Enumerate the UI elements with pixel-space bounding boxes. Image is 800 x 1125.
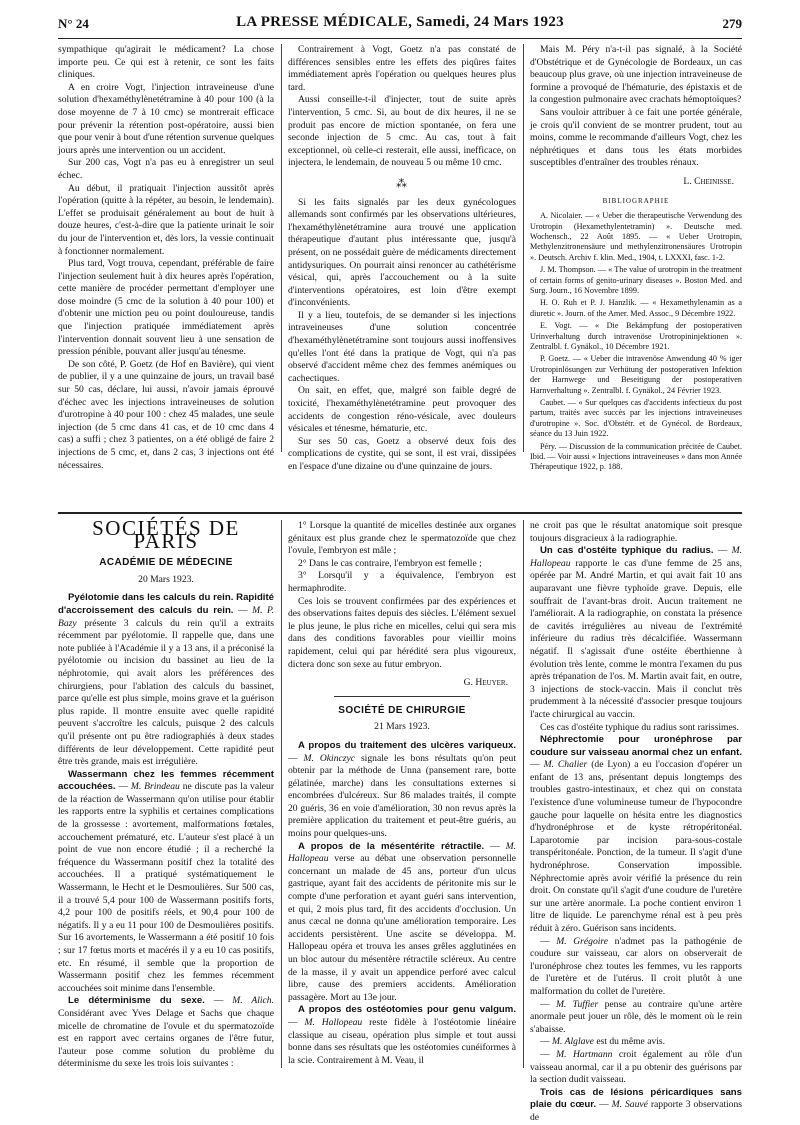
- subheading: A propos des ostéotomies pour genu valgum.: [298, 1004, 516, 1016]
- text: verse au débat une observation personnelle concernant un malade de 45 ans, porteur d'un ulcus gastrique, ayant fait des accidents de péritonite mis sur le compte d'une perforation et ayant guéri sans intervention, et qui, 2 mois plus tard, fit des accidents d'occlusion. Un anus cæcal ne donna qu'une amélioration temporaire. Les accidents persistèrent. Une ascite se développa. M. Hallopeau opéra et trouva les anses grêles agglutinées en un bloc autour du mésentère rétractile scléreux. Au centre de la masse, il y avait un appendice perforé avec calcul libre, cause des premiers accidents. Amélioration passagère. Mort au 13e jour.: [288, 853, 516, 1003]
- session-date: 20 Mars 1923.: [138, 573, 194, 585]
- paragraph: Wassermann chez les femmes récemment accouchées. — M. Brindeau ne discute pas la valeur de la réaction de Wassermann qu'on utilise pour établir les rapports entre la syphilis et certaines complications de la grossesse : avortement, malformations fœtales, accouchement prématuré, etc. L'auteur s'est placé à un point de vue non encore étudié ; il a recherché la fréquence du Wassermann positif chez la totalité des accouchées. Il a pratiqué systématiquement le Wassermann, le Hecht et le Desmoulières. Sur 500 cas, il a trouvé 5,4 pour 100 de Wassermann positifs forts, 4,2 pour 100 de positifs réels, et 90,4 pour 100 de négatifs. Il y a eu 11 pour 100 de Desmoulières positifs. Sur 16 avortements, le Wassermann a été positif 10 fois ; sur 17 fœtus morts et macérés il y a eu 10 cas positifs, etc. En résumé, il semble que la proportion de Wassermann positif chez les femmes récemment accouchées soit minime dans l'ensemble.: [58, 768, 275, 994]
- text: (de Lyon) a eu l'occasion d'opérer un enfant de 13 ans, présentant depuis longtemps des troubles gastro-intestinaux, et chez qui on constata l'existence d'une volumineuse tumeur de l'hypocondre gauche pour laquelle on hésita entre les diagnostics d'hydronéphrose et de kyste rétropéritonéal. Laparotomie par incision para-sous-costale transpéritonéale. Ponction, de la tumeur. Il s'agit d'une hydronéphrose. Conservation impossible. Néphrectomie après avoir vérifié la présence du rein droit. On constate qu'il s'agit d'une coudure de l'uretère sur une artère anormale. La poche contient environ 1 litre de liquide. Le parenchyme rénal est à peu près réduit à zéro. Guérison sans incidents.: [530, 759, 743, 934]
- paragraph: sympathique qu'agirait le médicament? La chose importe peu. Ce qui est à retenir, ce sont les faits cliniques.: [58, 44, 274, 81]
- paragraph: Trois cas de lésions péricardiques sans plaie du cœur. — M. Sauvé rapporte 3 observations de: [530, 1086, 742, 1123]
- page-header: [58, 14, 742, 36]
- bibliography-entry: E. Vogt. — « Die Bekämpfung der postoperativen Urinverhaltung durch intravenöse Urotropininjektionen ». Zentralbl. f. Gynäkol., 10 Décembre 1921.: [530, 321, 742, 351]
- bibliography-entry: H. O. Ruh et P. J. Hanzlik. — « Hexamethylenamin as a diuretic ». Journ. of the Amer. Med. Assoc., 9 Décembre 1922.: [530, 298, 742, 318]
- text: pense au contraire qu'une artère anormale peut jouer un rôle, dès le moment où le rein s'abaisse.: [530, 998, 742, 1035]
- column-rule: [523, 44, 524, 452]
- bibliography-entry: P. Goetz. — « Ueber die intravenöse Anwendung 40 % iger Urotropinlösungen zur Verhütung der postoperativen Infektion der Harnwege und Beseitigung der postoperativen Harnverhaltung ». Zentralbl. f. Gynäkol., 24 Février 1923.: [530, 354, 742, 395]
- paragraph: Mais M. Péry n'a-t-il pas signalé, à la Société d'Obstétrique et de Gynécologie de Bordeaux, un cas beaucoup plus grave, où une injection intraveineuse de formine a provoqué de l'hématurie, des épistaxis et de la congestion pulmonaire avec crachats hémoptoïques?: [530, 44, 742, 106]
- author-signature: G. Heuyer.: [463, 677, 508, 689]
- paragraph: Plus tard, Vogt trouva, cependant, préférable de faire l'injection seulement huit à dix heures après l'opération, cette manière de procéder permettant d'employer une dose moindre (5 cmc de la solution à 40 pour 100) et d'obtenir une miction peu ou point douloureuse, tandis que l'injection pratiquée immédiatement après l'intervention donnait souvent lieu à une sensation de pression pénible, pouvant aller jusqu'au ténesme.: [58, 258, 274, 358]
- paragraph: A propos de la mésentérite rétractile. — M. Hallopeau verse au débat une observation personnelle concernant un malade de 45 ans, porteur d'un ulcus gastrique, ayant fait des accidents de péritonite mis sur le compte d'une perforation et ayant guéri sans intervention, et qui, 2 mois plus tard, fit des accidents d'occlusion. Un anus cæcal ne donna qu'une amélioration temporaire. Les accidents persistèrent. Une ascite se développa. M. Hallopeau opéra et trouva les anses grêles agglutinées en un bloc autour du mésentère rétractile scléreux. Au centre de la masse, il y avait un appendice perforé avec calcul libre, cause des premiers accidents. Amélioration passagère. Mort au 13e jour.: [288, 840, 516, 1003]
- speaker: M. Okinczyc: [303, 752, 356, 764]
- paragraph: Il y a lieu, toutefois, de se demander si les injections intraveineuses d'une solution concentrée d'hexaméthylènetétramine sont toujours aussi inoffensives qu'elles l'ont été dans la pratique de Vogt, qui n'a pas observé d'accident même chez des femmes anémiques ou cachectiques.: [288, 309, 516, 384]
- text: Considérant avec Yves Delage et Sachs que chaque micelle de chromatine de l'ovule et du spermatozoïde est en rapport avec certains organes de l'être futur, l'auteur pose comme solution du problème du déterminisme du sexe les trois lois suivantes :: [58, 1007, 274, 1070]
- text: ne discute pas la valeur de la réaction de Wassermann qu'on utilise pour établir les rapports entre la syphilis et certaines complications de la grossesse : avortement, malformations fœtales, accouchement prématuré, etc. L'auteur s'est placé à un point de vue non encore étudié ; il a recherché la fréquence du Wassermann positif chez la totalité des accouchées. Il a pratiqué systématiquement le Wassermann, le Hecht et le Desmoulières. Sur 500 cas, il a trouvé 5,4 pour 100 de Wassermann positifs forts, 4,2 pour 100 de positifs réels, et 90,4 pour 100 de négatifs. Il y a eu 11 pour 100 de Desmoulières positifs. Sur 16 avortements, le Wassermann a été positif 10 fois ; sur 17 fœtus morts et macérés il y a eu 10 cas positifs, etc. En résumé, il semble que la proportion de Wassermann positif chez les femmes récemment accouchées soit minime dans l'ensemble.: [58, 781, 275, 994]
- column-rule: [281, 44, 282, 452]
- paragraph: Contrairement à Vogt, Goetz n'a pas constaté de différences sensibles entre les effets des piqûres faites immédiatement après l'opération ou quelques heures plus tard.: [288, 44, 516, 93]
- speaker: M. Hallopeau: [530, 545, 743, 569]
- speaker: M. Hartmann: [556, 1048, 613, 1060]
- section-divider: [58, 512, 742, 514]
- session-date: 21 Mars 1923.: [374, 721, 430, 733]
- paragraph: De son côté, P. Goetz (de Hof en Bavière), qui vient de publier, il y a une quinzaine de jours, un travail basé sur 50 cas, déclare, lui aussi, n'avoir jamais éprouvé d'échec avec les injections intraveineuses de solution d'urotropine à 40 pour 100 : chez 45 malades, une seule injection (de 5 cmc dans 41 cas, et de 10 cmc dans 4 cas) a suffi ; chez 3 patientes, on a été obligé de faire 2 injections de 5 cmc, et, dans 2 cas, 3 injections ont été nécessaires.: [58, 358, 274, 471]
- page-number: 279: [722, 16, 742, 31]
- paragraph: Si les faits signalés par les deux gynécologues allemands sont confirmés par les observations ultérieures, l'hexaméthylènetétramine aura trouvé une application thérapeutique d'autant plus intéressante que, jusqu'à présent, on ne possédait guère de médicaments directement antidysuriques. On pourrait ainsi renoncer au cathétérisme vésical, qui, après l'accouchement ou à la suite d'interventions opératoires, est loin d'être exempt d'inconvénients.: [288, 196, 516, 309]
- speaker: M. Brindeau: [130, 781, 180, 793]
- chirurgie-heading: SOCIÉTÉ DE CHIRURGIE: [338, 704, 466, 716]
- text: est du même avis.: [596, 1036, 666, 1048]
- paragraph: — M. Tuffier pense au contraire qu'une artère anormale peut jouer un rôle, dès le moment où le rein s'abaisse.: [530, 998, 742, 1035]
- paragraph: Pyélotomie dans les calculs du rein. Rapidité d'accroissement des calculs du rein. — M. P. Bazy présente 3 calculs du rein qu'il a extraits récemment par pyélotomie. Il rappelle que, dans une note publiée à l'Académie il y a 13 ans, il a préconisé la pyélotomie ou incision du bassinet au lieu de la néphrotomie, qui avait alors les préférences des chirurgiens, pour l'ablation des calculs du bassinet, parce qu'elle est plus simple, moins grave et la guérison plus rapide. Il montre ensuite avec quelle rapidité peuvent s'accroître les calculs, puisque 2 des calculs qu'il présente ont pu être radiographiés à deux stades différents de leur développement. Cette rapidité peut être très grande, mais est irrégulière.: [58, 592, 275, 768]
- paragraph: A propos du traitement des ulcères variqueux. — M. Okinczyc signale les bons résultats qu'on peut obtenir par la méthode de Unna (pansement rare, botte gélatinée, marche) dans les consultations externes si encombrées d'ulcéreux. Sur 86 malades traités, il compte 20 guéris, 36 en voie d'amélioration, 30 non revus après la première application du traitement et peut-être guéris, au moins pour quelques-uns.: [288, 739, 516, 840]
- text: rapporte 3 observations de: [530, 1099, 742, 1123]
- subheading: A propos de la mésentérite rétractile.: [298, 840, 485, 852]
- journal-title: LA PRESSE MÉDICALE, Samedi, 24 Mars 1923: [236, 14, 564, 30]
- speaker: M. Alglave: [552, 1036, 594, 1048]
- paragraph: Sur ses 50 cas, Goetz a observé deux fois des complications de cystite, qui se sont, il est vrai, dissipées en l'espace d'une dizaine ou d'une quinzaine de jours.: [288, 435, 516, 472]
- top-column-1: [58, 44, 274, 472]
- societes-title: SOCIÉTÉS DE PARIS: [92, 516, 240, 553]
- paragraph: — M. Hartmann croit également au rôle d'un vaisseau anormal, car il a pu obtenir des guérisons par la section dudit vaisseau.: [530, 1048, 742, 1086]
- subheading: Un cas d'ostéite typhique du radius.: [540, 545, 714, 557]
- speaker: M. Hallopeau: [304, 1016, 363, 1028]
- speaker: M. Grégoire: [556, 935, 609, 947]
- text: rapporte le cas d'une femme de 25 ans, opérée par M. André Martin, et qui avait fait 10 ans auparavant une fièvre typhoïde grave. Depuis, elle souffrait de l'avant-bras droit. Aucun traitement ne l'améliorait. A la radiographie, on constata la présence de cavités irrégulières au niveau de l'extrémité inférieure du radius très décalcifiée. Wassermann négatif. Il s'agissait d'une ostéite éberthienne à évolution très lente, comme le montra l'examen du pus après trépanation de l'os. M. Martin avait fait, en outre, 3 injections de stock-vaccin. Mais il conclut très prudemment à la nécessité d'associer presque toujours l'acte chirurgical au vaccin.: [530, 557, 742, 720]
- column-rule: [523, 520, 524, 1068]
- paragraph: ne croit pas que le résultat anatomique soit presque toujours disgracieux à la radiographie.: [530, 520, 742, 544]
- speaker: M. Tuffier: [555, 998, 599, 1010]
- bibliography-heading: BIBLIOGRAPHIE: [602, 196, 670, 205]
- issue-number: N° 24: [58, 16, 89, 31]
- paragraph: Ces cas d'ostéite typhique du radius sont rarissimes.: [540, 721, 739, 733]
- header-rule: [58, 38, 742, 39]
- law-item: 1° Lorsque la quantité de micelles destinée aux organes génitaux est plus grande chez le spermatozoïde que chez l'ovule, l'embryon est mâle ;: [288, 520, 516, 557]
- top-column-3: [530, 44, 742, 475]
- subheading: Le déterminisme du sexe.: [68, 995, 205, 1007]
- paragraph: A propos des ostéotomies pour genu valgum. — M. Hallopeau reste fidèle à l'ostéotomie linéaire classique au ciseau, opération plus simple et tout aussi bonne dans ses résultats que les ostéotomies cunéiformes à la scie. Contrairement à M. Veau, il: [288, 1004, 517, 1066]
- paragraph: Néphrectomie pour uronéphrose par coudure sur vaisseau anormal chez un enfant. — M. Chalier (de Lyon) a eu l'occasion d'opérer un enfant de 13 ans, présentant depuis longtemps des troubles gastro-intestinaux, et chez qui on constata l'existence d'une volumineuse tumeur de l'hypocondre gauche pour laquelle on hésita entre les diagnostics d'hydronéphrose et de kyste rétropéritonéal. Laparotomie par incision para-sous-costale transpéritonéale. Ponction, de la tumeur. Il s'agit d'une hydronéphrose. Conservation impossible. Néphrectomie après avoir vérifié la présence du rein droit. On constate qu'il s'agit d'une coudure de l'uretère sur une artère anormale. La poche contient environ 1 litre de liquide. Le parenchyme rénal est à peu près réduit à zéro. Guérison sans incidents.: [530, 734, 743, 934]
- subheading: Wassermann chez les femmes récemment accouchées.: [58, 768, 274, 793]
- subheading: A propos du traitement des ulcères variqueux.: [298, 739, 516, 751]
- academie-heading: ACADÉMIE DE MÉDECINE: [99, 557, 233, 569]
- subheading: Trois cas de lésions péricardiques sans plaie du cœur.: [530, 1086, 742, 1111]
- paragraph: Un cas d'ostéite typhique du radius. — M. Hallopeau rapporte le cas d'une femme de 25 ans, opérée par M. André Martin, et qui avait fait 10 ans auparavant une fièvre typhoïde grave. Depuis, elle souffrait de l'avant-bras droit. Aucun traitement ne l'améliorait. A la radiographie, on constata la présence de cavités irrégulières au niveau de l'extrémité inférieure du radius très décalcifiée. Wassermann négatif. Il s'agissait d'une ostéite éberthienne à évolution très lente, comme le montra l'examen du pus après trépanation de l'os. M. Martin avait fait, en outre, 3 injections de stock-vaccin. Mais il conclut très prudemment à la nécessité d'associer presque toujours l'acte chirurgical au vaccin.: [530, 545, 743, 720]
- bottom-column-1: [58, 516, 275, 1071]
- paragraph: Le déterminisme du sexe. — M. Alich. Considérant avec Yves Delage et Sachs que chaque micelle de chromatine de l'ovule et du spermatozoïde est en rapport avec certains organes de l'être futur, l'auteur pose comme solution du problème du déterminisme du sexe les trois lois suivantes :: [58, 995, 274, 1070]
- law-item: 3° Lorsqu'il y a équivalence, l'embryon est hermaphrodite.: [288, 570, 516, 594]
- bibliography-entry: J. M. Thompson. — « The value of urotropin in the treatment of certain forms of genito-urinary diseases ». Boston Med. and Surg. Journ., 16 Novembre 1899.: [530, 265, 742, 295]
- bibliography: [530, 211, 742, 473]
- bibliography-entry: Caubet. — « Sur quelques cas d'accidents infectieux du post partum, traités avec succès par les injections intraveineuses d'urotropine ». Soc. d'Obstétr. et de Gynécol. de Bordeaux, séance du 13 Juin 1922.: [530, 398, 742, 439]
- subheading: Pyélotomie dans les calculs du rein. Rapidité d'accroissement des calculs du rein.: [58, 592, 274, 616]
- short-rule: [334, 696, 471, 697]
- paragraph: — M. Grégoire n'admet pas la pathogénie de coudure sur vaisseau, car alors on observerait de l'uronéphrose chez toutes les femmes, vu les rapports de l'uretère et de l'utérus. Il croit plutôt à une malformation du collet de l'uretère.: [530, 935, 742, 997]
- bottom-column-3: [530, 520, 742, 1125]
- paragraph: Sur 200 cas, Vogt n'a pas eu à enregistrer un seul échec.: [58, 157, 274, 181]
- paragraph: On sait, en effet, que, malgré son faible degré de toxicité, l'hexaméthylènetétramine peut provoquer des accidents de congestion réno-vésicale, avec douleurs vésicales et ténesme, hématurie, etc.: [288, 385, 516, 435]
- text: n'admet pas la pathogénie de coudure sur vaisseau, car alors on observerait de l'uronéphrose chez toutes les femmes, vu les rapports de l'uretère et de l'utérus. Il croit plutôt à une malformation du collet de l'uretère.: [530, 935, 742, 997]
- section-separator: ⁂: [396, 177, 408, 190]
- author-signature: L. Cheinisse.: [683, 175, 734, 187]
- text: présente 3 calculs du rein qu'il a extraits récemment par pyélotomie. Il rappelle que, dans une note publiée à l'Académie il y a 13 ans, il a préconisé la pyélotomie ou incision du bassinet au lieu de la néphrotomie, qui avait alors les préférences des chirurgiens, pour l'ablation des calculs du bassinet, parce qu'elle est plus simple, moins grave et la guérison plus rapide. Il montre ensuite avec quelle rapidité peuvent s'accroître les calculs, puisque 2 des calculs qu'il présente ont pu être radiographiés à deux stades différents de leur développement. Cette rapidité peut être très grande, mais est irrégulière.: [58, 617, 275, 768]
- column-rule: [281, 520, 282, 1068]
- bottom-column-2: [288, 520, 516, 1067]
- paragraph: Ces lois se trouvent confirmées par des expériences et des observations faites depuis des siècles. L'élément sexuel le plus jeune, le plus riche en micelles, celui qui sera mis dans des conditions favorables pour vieillir moins rapidement, celui qui par hérédité sera plus vigoureux, dictera donc son sexe au futur embryon.: [288, 595, 516, 670]
- bibliography-entry: A. Nicolaier. — « Ueber die therapeutische Verwendung des Urotropin (Hexamethylentetramin) ». Deutsche med. Wochensch., 22 Août 1895. — « Ueber Urotropin, Methylenzitronensäure und methylenzitronensäures Urotropin ». Deutsch. Archiv f. klin. Med., 1904, t. LXXXI, fasc. 1-2.: [530, 211, 742, 262]
- speaker: M. P. Bazy: [58, 604, 275, 629]
- speaker: M. Alich.: [232, 995, 274, 1007]
- speaker: M. Hallopeau: [288, 840, 516, 865]
- bibliography-entry: Péry. — Discussion de la communication précitée de Caubet. Ibid. — Voir aussi « Injections intraveineuses » dans mon Année Thérapeutique 1922, p. 188.: [530, 441, 742, 472]
- speaker: M. Sauvé: [611, 1099, 648, 1111]
- law-item: 2° Dans le cas contraire, l'embryon est femelle ;: [298, 557, 482, 569]
- text: croit également au rôle d'un vaisseau anormal, car il a pu obtenir des guérisons par la section dudit vaisseau.: [530, 1048, 742, 1086]
- top-column-2: [288, 44, 516, 474]
- paragraph: — M. Alglave est du même avis.: [540, 1036, 666, 1048]
- text: reste fidèle à l'ostéotomie linéaire classique au ciseau, opération plus simple et tout aussi bonne dans ses résultats que les ostéotomies cunéiformes à la scie. Contrairement à M. Veau, il: [288, 1016, 517, 1066]
- paragraph: Sans vouloir attribuer à ce fait une portée générale, je crois qu'il convient de se montrer prudent, tout au moins, comme le recommande d'ailleurs Vogt, chez les néphrétiques et dans tous les états morbides susceptibles d'entraîner des troubles rénaux.: [530, 106, 742, 169]
- paragraph: Aussi conseille-t-il d'injecter, tout de suite après l'intervention, 5 cmc. Si, au bout de dix heures, il ne se produit pas encore de miction spontanée, on fera une seconde injection de 5 cmc. Au cas, tout à fait exceptionnel, où celle-ci resterait, elle aussi, inefficace, on injectera, le lendemain, de nouveau 5 ou même 10 cmc.: [288, 94, 516, 169]
- text: signale les bons résultats qu'on peut obtenir par la méthode de Unna (pansement rare, botte gélatinée, marche) dans les consultations externes si encombrées d'ulcéreux. Sur 86 malades traités, il compte 20 guéris, 36 en voie d'amélioration, 30 non revus après la première application du traitement et peut-être guéris, au moins pour quelques-uns.: [288, 752, 516, 840]
- subheading: Néphrectomie pour uronéphrose par coudure sur vaisseau anormal chez un enfant.: [530, 734, 742, 758]
- paragraph: Au début, il pratiquait l'injection aussitôt après l'opération (quitte à la répéter, au besoin, le lendemain). L'effet se produisait généralement au bout de huit à douze heures, c'est-à-dire que la patiente urinait le soir du jour de l'intervention et, dès lors, la vessie continuait à fonctionner normalement.: [58, 182, 274, 257]
- speaker: M. Chalier: [543, 759, 588, 771]
- paragraph: A en croire Vogt, l'injection intraveineuse d'une solution d'hexaméthylènetétramine à 40 pour 100 (à la dose moyenne de 7 à 10 cmc) se montrerait efficace pour prévenir la rétention post-opératoire, aussi bien que pour venir à bout d'une rétention survenue quelques jours après une intervention ou un accident.: [58, 81, 274, 156]
